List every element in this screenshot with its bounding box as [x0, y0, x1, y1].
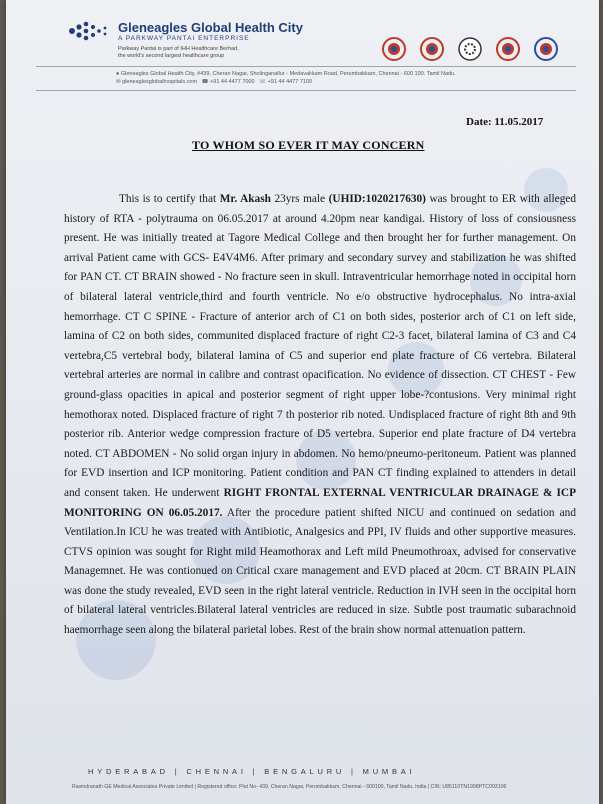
- parkway-note: [118, 46, 239, 60]
- phone-2: +91 44 4477 7100: [267, 79, 313, 85]
- contact-line: [116, 78, 456, 86]
- accreditation-badge-icon: [535, 38, 557, 60]
- letter-body: [64, 190, 576, 641]
- fax-icon: ☏: [259, 79, 268, 85]
- procedure-name: RIGHT FRONTAL EXTERNAL VENTRICULAR DRAINAGE & ICP MONITORING ON 06.05.2017.: [64, 486, 576, 519]
- parkway-line-2: the world's second largest healthcare group: [118, 53, 225, 59]
- header-divider: [36, 66, 576, 67]
- accreditation-badge-icon: [383, 38, 405, 60]
- patient-name: Mr. Akash: [219, 193, 271, 205]
- letter-page: [6, 0, 599, 804]
- certification-seal-icon: [459, 38, 481, 60]
- accreditation-badges: [381, 36, 566, 62]
- contact-block: [116, 70, 456, 86]
- hospital-name: Gleneagles Global Health City: [118, 20, 303, 35]
- location-pin-icon: ●: [116, 71, 121, 77]
- email-text: gleneaglesglobalhospitals.com: [122, 79, 198, 85]
- phone-1: +91 44 4477 7000: [210, 79, 255, 85]
- phone-icon: ☎: [201, 79, 211, 85]
- accreditation-badge-icon: [497, 38, 519, 60]
- footer-legal: Ravindranath GE Medical Associates Private Limited | Registered office: Plot No- 439, Cheran Nagar, Perumbakkam, Chennai - 600100, Tamil Nadu, India | CIN: U85110TN1998PTC093106: [72, 784, 507, 790]
- letter-date: Date: 11.05.2017: [466, 116, 544, 128]
- patient-uhid: (UHID:1020217630): [328, 193, 426, 205]
- hospital-tagline: A PARKWAY PANTAI ENTERPRISE: [118, 35, 250, 42]
- letterhead: [6, 0, 599, 100]
- header-divider-lower: [36, 90, 576, 91]
- accreditation-badge-icon: [421, 38, 443, 60]
- gleneagles-logo-icon: [66, 18, 112, 44]
- address-line: ● Gleneagles Global Health City, #439, Cheran Nagar, Sholinganallur - Medavakkam Road, Perumbakkam, Chennai - 600 100. Tamil Nadu.: [116, 71, 456, 77]
- parkway-line-1: Parkway Pantai is part of IHH Healthcare Berhad,: [118, 46, 239, 52]
- email-icon: ✉: [116, 79, 123, 85]
- footer-cities: HYDERABAD | CHENNAI | BENGALURU | MUMBAI: [88, 767, 416, 776]
- body-paragraph: This is to certify that Mr. Akash 23yrs male (UHID:1020217630) was brought to ER with alleged history of RTA - polytrauma on 06.05.2017 at around 4.20pm near kandigai. History of loss of consiousness present. He was initially treated at Tagore Medical College and then brought her for further management. On arrival Patient came with GCS- E4V4M6. After primary and secondary survey and stabilization he was shifted for PAN CT. CT BRAIN showed - No fracture seen in skull. Intraventricular hemorrhage noted in occipital horn of bilateral lateral ventricle,third and fourth ventricle. No e/o obstructive hydrocephalus. No intra-axial hemorrhage. CT C SPINE - Fracture of anterior arch of C1 on both sides, posterior arch of C1 on left side, lamina of C2 on both sides, communited displaced fracture of right C2-3 facet, bilateral lamina of C3 and C4 vertebra,C5 vertebral body, bilateral lamina of C5 and superior end plate fracture of C6 vertebra. Bilateral vertebral arteries are normal in calibre and contrast opacification. No evidence of dissection. CT CHEST - Few ground-glass opacities in apical and posterior segment of right upper lobe-?contusions. Very minimal right hemothorax noted. Displaced fracture of right 7 th posterior rib noted. Undisplaced fracture of right 8th and 9th posterior rib. Anterior wedge compression fracture of D5 vertebra. Superior end plate fracture of D4 vertebra noted. CT ABDOMEN - No solid organ injury in abdomen. No hemo/pneumo-peritoneum. Patient was planned for EVD insertion and ICP monitoring. Patient condition and PAN CT finding explained to attenders in detail and consent taken. He underwent RIGHT FRONTAL EXTERNAL VENTRICULAR DRAINAGE & ICP MONITORING ON 06.05.2017. After the procedure patient shifted NICU and continued on sedation and Ventilation.In ICU he was treated with Antibiotic, Analgesics and PPI, IV fluids and other supportive measures. CTVS opinion was sought for Right mild Heamothorax and Left mild Pneumothroax, advised for conservative Managemnet. He was contionued on Critical cxare management and EVD placed at 20cm. CT BRAIN PLAIN was done the study revealed, EVD seen in the right lateral ventricle. Reduction in IVH seen in the occipital horn of bilateral lateral ventricles.Bilateral lateral ventricles are reduced in size. Subtle post traumatic subarachnoid haemorrhage seen along the bilateral parietal lobes. Rest of the brain show normal attenuation pattern.: [64, 193, 576, 637]
- letter-title: TO WHOM SO EVER IT MAY CONCERN: [192, 138, 425, 152]
